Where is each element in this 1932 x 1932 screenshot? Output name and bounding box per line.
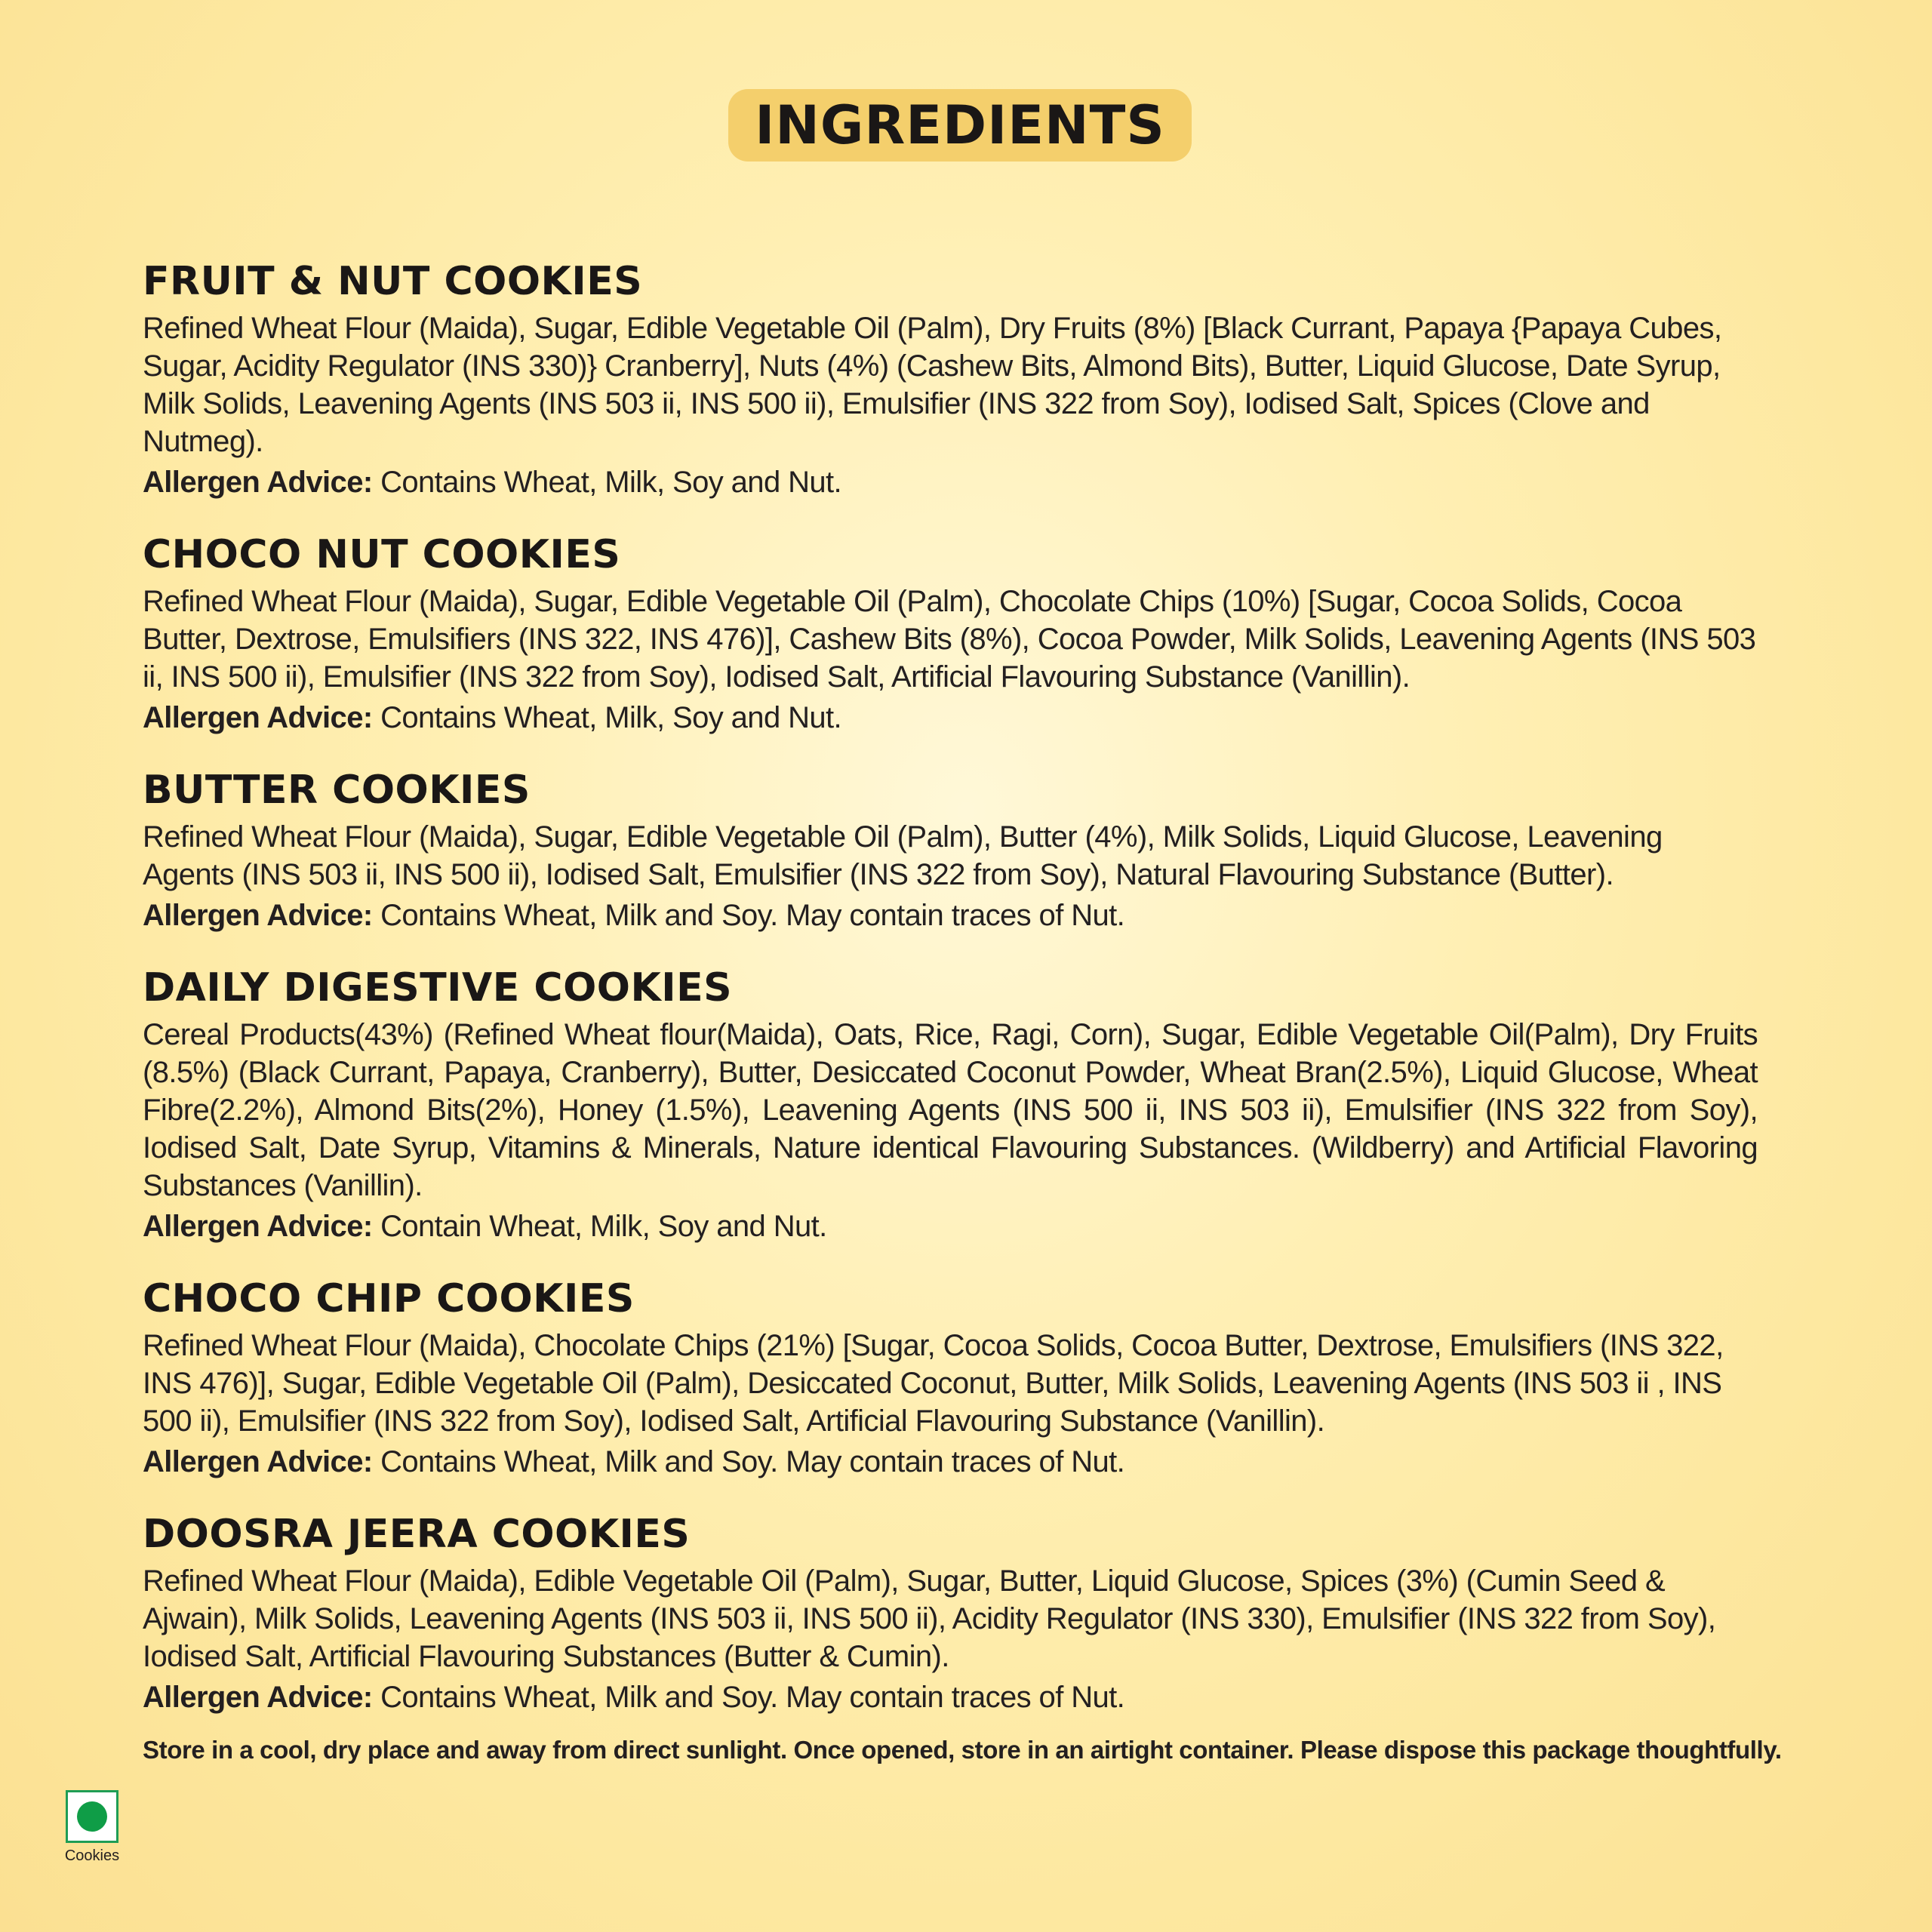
allergen-advice <box>143 895 1758 936</box>
storage-note: Store in a cool, dry place and away from direct sunlight. Once opened, store in an airtight container. Please dispose this package thoughtfully. <box>143 1736 1782 1764</box>
allergen-text: Contains Wheat, Milk and Soy. May contain traces of Nut. <box>372 1445 1125 1478</box>
allergen-label: Allergen Advice: <box>143 701 373 734</box>
section-title: BUTTER COOKIES <box>143 768 531 813</box>
section-daily-digestive <box>143 961 1758 1247</box>
allergen-advice <box>143 1206 1758 1247</box>
allergen-label: Allergen Advice: <box>143 466 373 499</box>
allergen-label: Allergen Advice: <box>143 1681 373 1714</box>
veg-dot <box>77 1801 107 1832</box>
ingredients-text: Refined Wheat Flour (Maida), Sugar, Edible Vegetable Oil (Palm), Dry Fruits (8%) [Black Currant, Papaya {Papaya Cubes, Sugar, Acidity Regulator (INS 330)} Cranberry], Nuts (4%) (Cashew Bits, Almond Bits), Butter, Liquid Glucose, Date Syrup, Milk Solids, Leavening Agents (INS 503 ii, INS 500 ii), Emulsifier (INS 322 from Soy), Iodised Salt, Spices (Clove and Nutmeg). <box>143 312 1722 458</box>
allergen-text: Contains Wheat, Milk and Soy. May contain traces of Nut. <box>372 899 1125 932</box>
section-fruit-nut <box>143 255 1758 503</box>
allergen-label: Allergen Advice: <box>143 1210 373 1243</box>
ingredients-text: Refined Wheat Flour (Maida), Edible Vegetable Oil (Palm), Sugar, Butter, Liquid Glucose, Spices (3%) (Cumin Seed & Ajwain), Milk Solids, Leavening Agents (INS 503 ii, INS 500 ii), Acidity Regulator (INS 330), Emulsifier (INS 322 from Soy), Iodised Salt, Artificial Flavouring Substances (Butter & Cumin). <box>143 1564 1716 1673</box>
allergen-text: Contains Wheat, Milk, Soy and Nut. <box>372 466 842 499</box>
allergen-text: Contains Wheat, Milk and Soy. May contain traces of Nut. <box>372 1681 1125 1714</box>
allergen-label: Allergen Advice: <box>143 899 373 932</box>
allergen-advice <box>143 1441 1758 1482</box>
section-title: DAILY DIGESTIVE COOKIES <box>143 965 733 1011</box>
section-choco-chip <box>143 1272 1758 1482</box>
ingredients-list <box>143 255 1758 1743</box>
allergen-advice <box>143 697 1758 738</box>
ingredients-text: Refined Wheat Flour (Maida), Sugar, Edible Vegetable Oil (Palm), Butter (4%), Milk Solids, Liquid Glucose, Leavening Agents (INS 503 ii, INS 500 ii), Iodised Salt, Emulsifier (INS 322 from Soy), Natural Flavouring Substance (Butter). <box>143 820 1663 891</box>
ingredients-header <box>728 89 1192 162</box>
allergen-text: Contain Wheat, Milk, Soy and Nut. <box>372 1210 827 1243</box>
veg-mark <box>63 1790 121 1865</box>
allergen-text: Contains Wheat, Milk, Soy and Nut. <box>372 701 842 734</box>
section-choco-nut <box>143 528 1758 738</box>
allergen-advice <box>143 1677 1758 1718</box>
ingredients-text: Refined Wheat Flour (Maida), Sugar, Edible Vegetable Oil (Palm), Chocolate Chips (10%) [Sugar, Cocoa Solids, Cocoa Butter, Dextrose, Emulsifiers (INS 322, INS 476)], Cashew Bits (8%), Cocoa Powder, Milk Solids, Leavening Agents (INS 503 ii, INS 500 ii), Emulsifier (INS 322 from Soy), Iodised Salt, Artificial Flavouring Substance (Vanillin). <box>143 585 1756 694</box>
section-title: CHOCO NUT COOKIES <box>143 532 621 577</box>
veg-symbol-icon <box>66 1790 118 1843</box>
veg-mark-label: Cookies <box>64 1847 120 1864</box>
section-title: CHOCO CHIP COOKIES <box>143 1276 635 1321</box>
page-title: INGREDIENTS <box>755 94 1165 156</box>
allergen-label: Allergen Advice: <box>143 1445 373 1478</box>
ingredients-text: Refined Wheat Flour (Maida), Chocolate Chips (21%) [Sugar, Cocoa Solids, Cocoa Butter, Dextrose, Emulsifiers (INS 322, INS 476)], Sugar, Edible Vegetable Oil (Palm), Desiccated Coconut, Butter, Milk Solids, Leavening Agents (INS 503 ii , INS 500 ii), Emulsifier (INS 322 from Soy), Iodised Salt, Artificial Flavouring Substance (Vanillin). <box>143 1329 1724 1438</box>
section-doosra-jeera <box>143 1508 1758 1718</box>
section-title: FRUIT & NUT COOKIES <box>143 259 643 304</box>
ingredients-text: Cereal Products(43%) (Refined Wheat flour(Maida), Oats, Rice, Ragi, Corn), Sugar, Edible Vegetable Oil(Palm), Dry Fruits (8.5%) (Black Currant, Papaya, Cranberry), Butter, Desiccated Coconut Powder, Wheat Bran(2.5%), Liquid Glucose, Wheat Fibre(2.2%), Almond Bits(2%), Honey (1.5%), Leavening Agents (INS 500 ii, INS 503 ii), Emulsifier (INS 322 from Soy), Iodised Salt, Date Syrup, Vitamins & Minerals, Nature identical Flavouring Substances. (Wildberry) and Artificial Flavoring Substances (Vanillin). <box>143 1018 1758 1202</box>
section-title: DOOSRA JEERA COOKIES <box>143 1512 691 1557</box>
section-butter <box>143 764 1758 936</box>
allergen-advice <box>143 462 1758 503</box>
